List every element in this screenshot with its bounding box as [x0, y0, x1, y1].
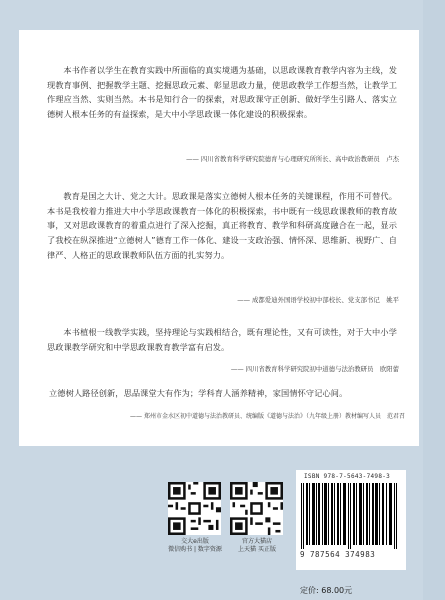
endorsement-panel	[19, 30, 419, 364]
endorsement-1	[47, 63, 397, 122]
endorsement-panel-lower	[19, 364, 419, 446]
isbn-label: ISBN 978-7-5643-7498-3	[304, 473, 391, 480]
qr-caption-publisher: 交大e出版 微信购书 | 数字资源	[168, 538, 222, 553]
endorsement-4	[49, 386, 399, 401]
qr-code-icon	[230, 482, 283, 535]
qr-code-icon	[168, 482, 221, 535]
endorsement-1-text: 本书作者以学生在教育实践中所面临的真实境遇为基础，以思政课教育教学内容为主线，发现教育事例、把握教学主题、挖掘思政元素、彰显思政力量，使思政教学工作想当然，让教学工作理应当然、实则当然。本书是知行合一的探索，对思政课守正创新、做好学生引路人、落实立德树人根本任务的有益探索，是大中小学思政课一体化建设的积极探索。	[47, 65, 397, 120]
qr-code-store[interactable]	[230, 482, 283, 535]
isbn-barcode	[296, 470, 406, 570]
price-label: 定价: 68.00元	[300, 586, 353, 595]
qr-code-publisher[interactable]	[168, 482, 221, 535]
isbn-digits: 9 787564 374983	[300, 550, 376, 559]
endorsement-4-text: 立德树人路径创新，思品课堂大有作为；学科育人涵养精神，家国情怀守记心间。	[49, 388, 348, 398]
qr-caption-store: 官方大猫店 上天猫 买正版	[238, 538, 276, 553]
endorsement-3-text: 本书植根一线教学实践，坚持理论与实践相结合，既有理论性，又有可读性，对于大中小学思政课教学研究和中学思政课教育教学富有启发。	[47, 327, 397, 352]
cover-edge	[423, 0, 445, 600]
endorsement-4-signature: —— 郑州市金水区初中道德与法治教研员、统编版《道德与法治》（九年级上册）教材编写人员 范君召	[129, 413, 405, 420]
endorsement-2-text: 教育是国之大计、党之大计。思政课是落实立德树人根本任务的关键课程，作用不可替代。本书是我校着力推进大中小学思政课教育一体化的积极探索，书中既有一线思政课教师的教育故事，又对思政课教育的着重点进行了深入挖掘，真正将教育、教学和科研高度融合在一起，显示了我校在纵深推进“立德树人”德育工作一体化、建设一支政治强、情怀深、思维新、视野广、自律严、人格正的思政课教师队伍方面的扎实努力。	[47, 191, 397, 260]
endorsement-2-signature: —— 成都爱迪外国语学校初中部校长、党支部书记 姚平	[237, 296, 399, 304]
endorsement-1-signature: —— 四川省教育科学研究院德育与心理研究所所长、高中政治教研员 卢杰	[186, 155, 399, 163]
endorsement-3	[47, 325, 397, 354]
endorsement-3-signature: —— 四川省教育科学研究院初中道德与法治教研员 欧阳蕾	[230, 365, 399, 373]
barcode-icon	[301, 483, 401, 549]
endorsement-2	[47, 189, 397, 263]
